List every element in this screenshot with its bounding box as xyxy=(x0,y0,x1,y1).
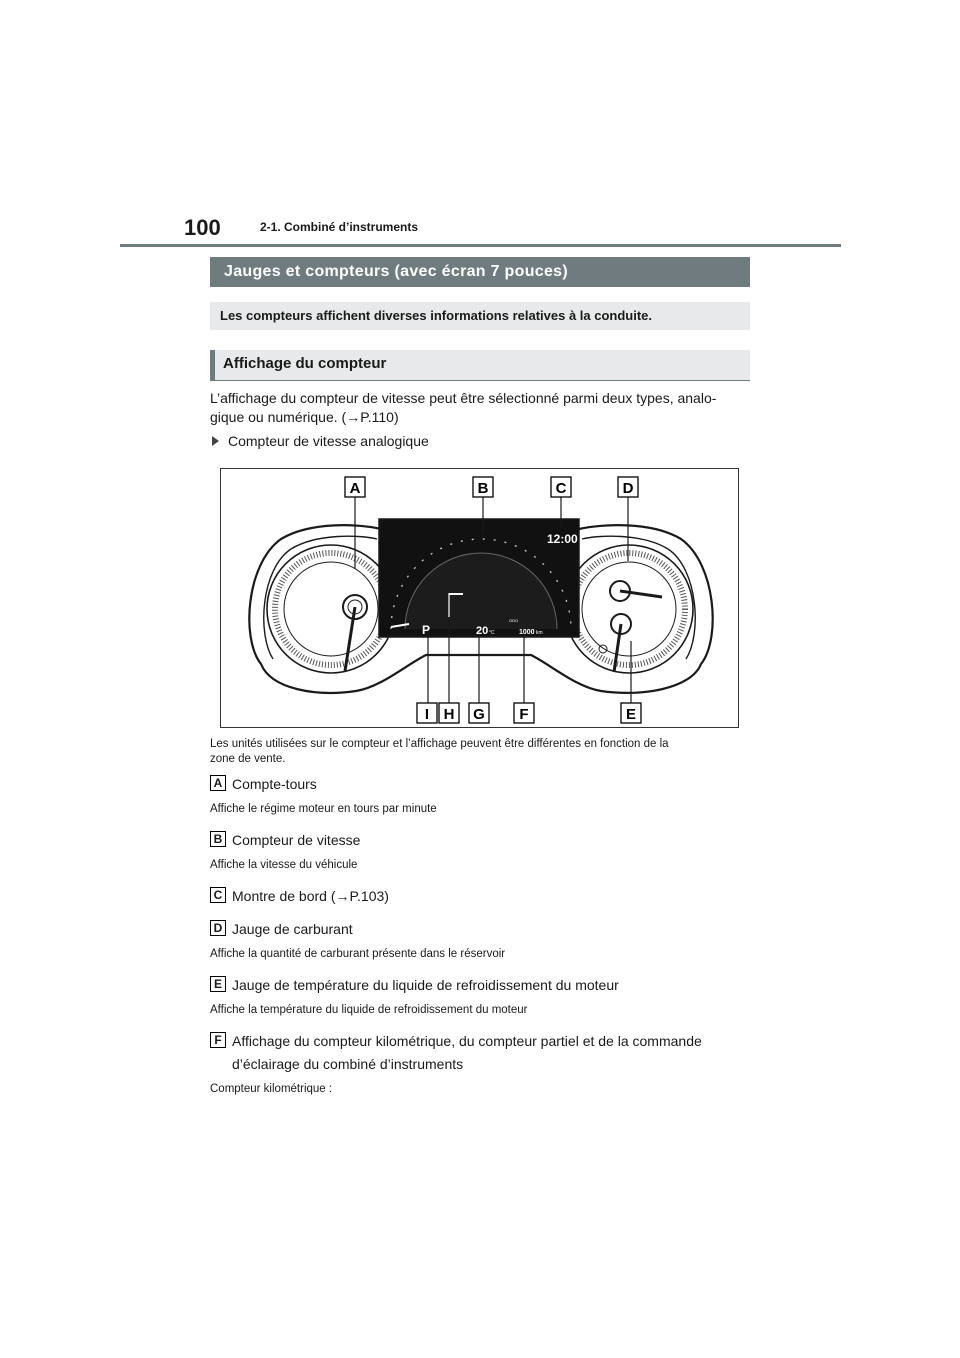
callout-c-label: C xyxy=(555,480,567,497)
note-line-2: zone de vente. xyxy=(210,753,286,765)
callout-f xyxy=(514,703,534,723)
callout-c xyxy=(551,477,571,497)
callout-d-label: D xyxy=(622,480,634,497)
odometer-unit: km xyxy=(536,630,543,636)
callout-d xyxy=(618,477,638,497)
instrument-cluster-figure xyxy=(220,468,739,728)
item-d-desc: Affiche la quantité de carburant présente dans le réservoir xyxy=(210,948,506,960)
intro-line-2: gique ou numérique. (→P.110) xyxy=(210,409,399,425)
callout-h xyxy=(439,703,459,723)
callout-g xyxy=(469,703,489,723)
odometer-value: 1000 xyxy=(519,629,535,636)
callout-f-label: F xyxy=(519,706,529,723)
page-title: Jauges et compteurs (avec écran 7 pouces) xyxy=(210,257,750,287)
callout-h-label: H xyxy=(443,706,455,723)
item-d-title: Jauge de carburant xyxy=(232,921,353,937)
callout-i-label: I xyxy=(424,706,430,723)
subsection-heading: Affichage du compteur xyxy=(210,350,750,381)
item-b-letter: B xyxy=(210,831,226,847)
item-c-letter: C xyxy=(210,887,226,903)
callout-e xyxy=(621,703,641,723)
clock-readout: 12:00 xyxy=(547,532,578,546)
gear-indicator: P xyxy=(422,623,431,637)
item-e-letter: E xyxy=(210,976,226,992)
callout-a xyxy=(345,477,365,497)
callout-b-label: B xyxy=(477,480,489,497)
item-e-desc: Affiche la température du liquide de refroidissement du moteur xyxy=(210,1004,528,1016)
item-e xyxy=(210,976,755,1016)
section-reference: 2-1. Combiné d’instruments xyxy=(260,220,419,234)
callout-i xyxy=(417,703,437,723)
item-a xyxy=(210,775,755,815)
header-divider xyxy=(120,244,841,247)
item-b xyxy=(210,831,755,871)
callout-g-label: G xyxy=(473,706,485,723)
callout-a-label: A xyxy=(349,480,361,497)
item-f-desc: Compteur kilométrique : xyxy=(210,1083,333,1095)
item-c-title: Montre de bord (→P.103) xyxy=(232,888,389,904)
bullet-item xyxy=(212,433,429,449)
triangle-bullet-icon xyxy=(212,436,219,446)
outside-temp-value: 20 xyxy=(476,625,489,637)
item-e-title: Jauge de température du liquide de refroidissement du moteur xyxy=(232,977,619,993)
bullet-text: Compteur de vitesse analogique xyxy=(228,433,429,449)
page-number: 100 xyxy=(184,215,221,240)
callout-e-label: E xyxy=(625,706,637,723)
item-d-letter: D xyxy=(210,920,226,936)
outside-temp-unit: °C xyxy=(489,630,495,636)
item-d xyxy=(210,920,755,960)
item-a-title: Compte-tours xyxy=(232,776,317,792)
lead-summary: Les compteurs affichent diverses informations relatives à la conduite. xyxy=(210,302,750,330)
instrument-cluster-illustration xyxy=(221,469,738,727)
item-c xyxy=(210,887,755,905)
callout-b xyxy=(473,477,493,497)
intro-line-1: L’affichage du compteur de vitesse peut être sélectionné parmi deux types, analo- xyxy=(210,390,717,406)
item-b-desc: Affiche la vitesse du véhicule xyxy=(210,859,358,871)
item-a-letter: A xyxy=(210,775,226,791)
odometer-label: ODO xyxy=(509,618,519,623)
item-f-title-line-2: d’éclairage du combiné d’instruments xyxy=(232,1056,464,1072)
item-a-desc: Affiche le régime moteur en tours par minute xyxy=(210,803,437,815)
item-f-letter: F xyxy=(210,1032,226,1048)
item-f-title-line-1: Affichage du compteur kilométrique, du compteur partiel et de la commande xyxy=(232,1033,702,1049)
item-f xyxy=(210,1032,755,1095)
note-line-1: Les unités utilisées sur le compteur et l’affichage peuvent être différentes en fonction de la xyxy=(210,738,669,750)
item-b-title: Compteur de vitesse xyxy=(232,832,361,848)
